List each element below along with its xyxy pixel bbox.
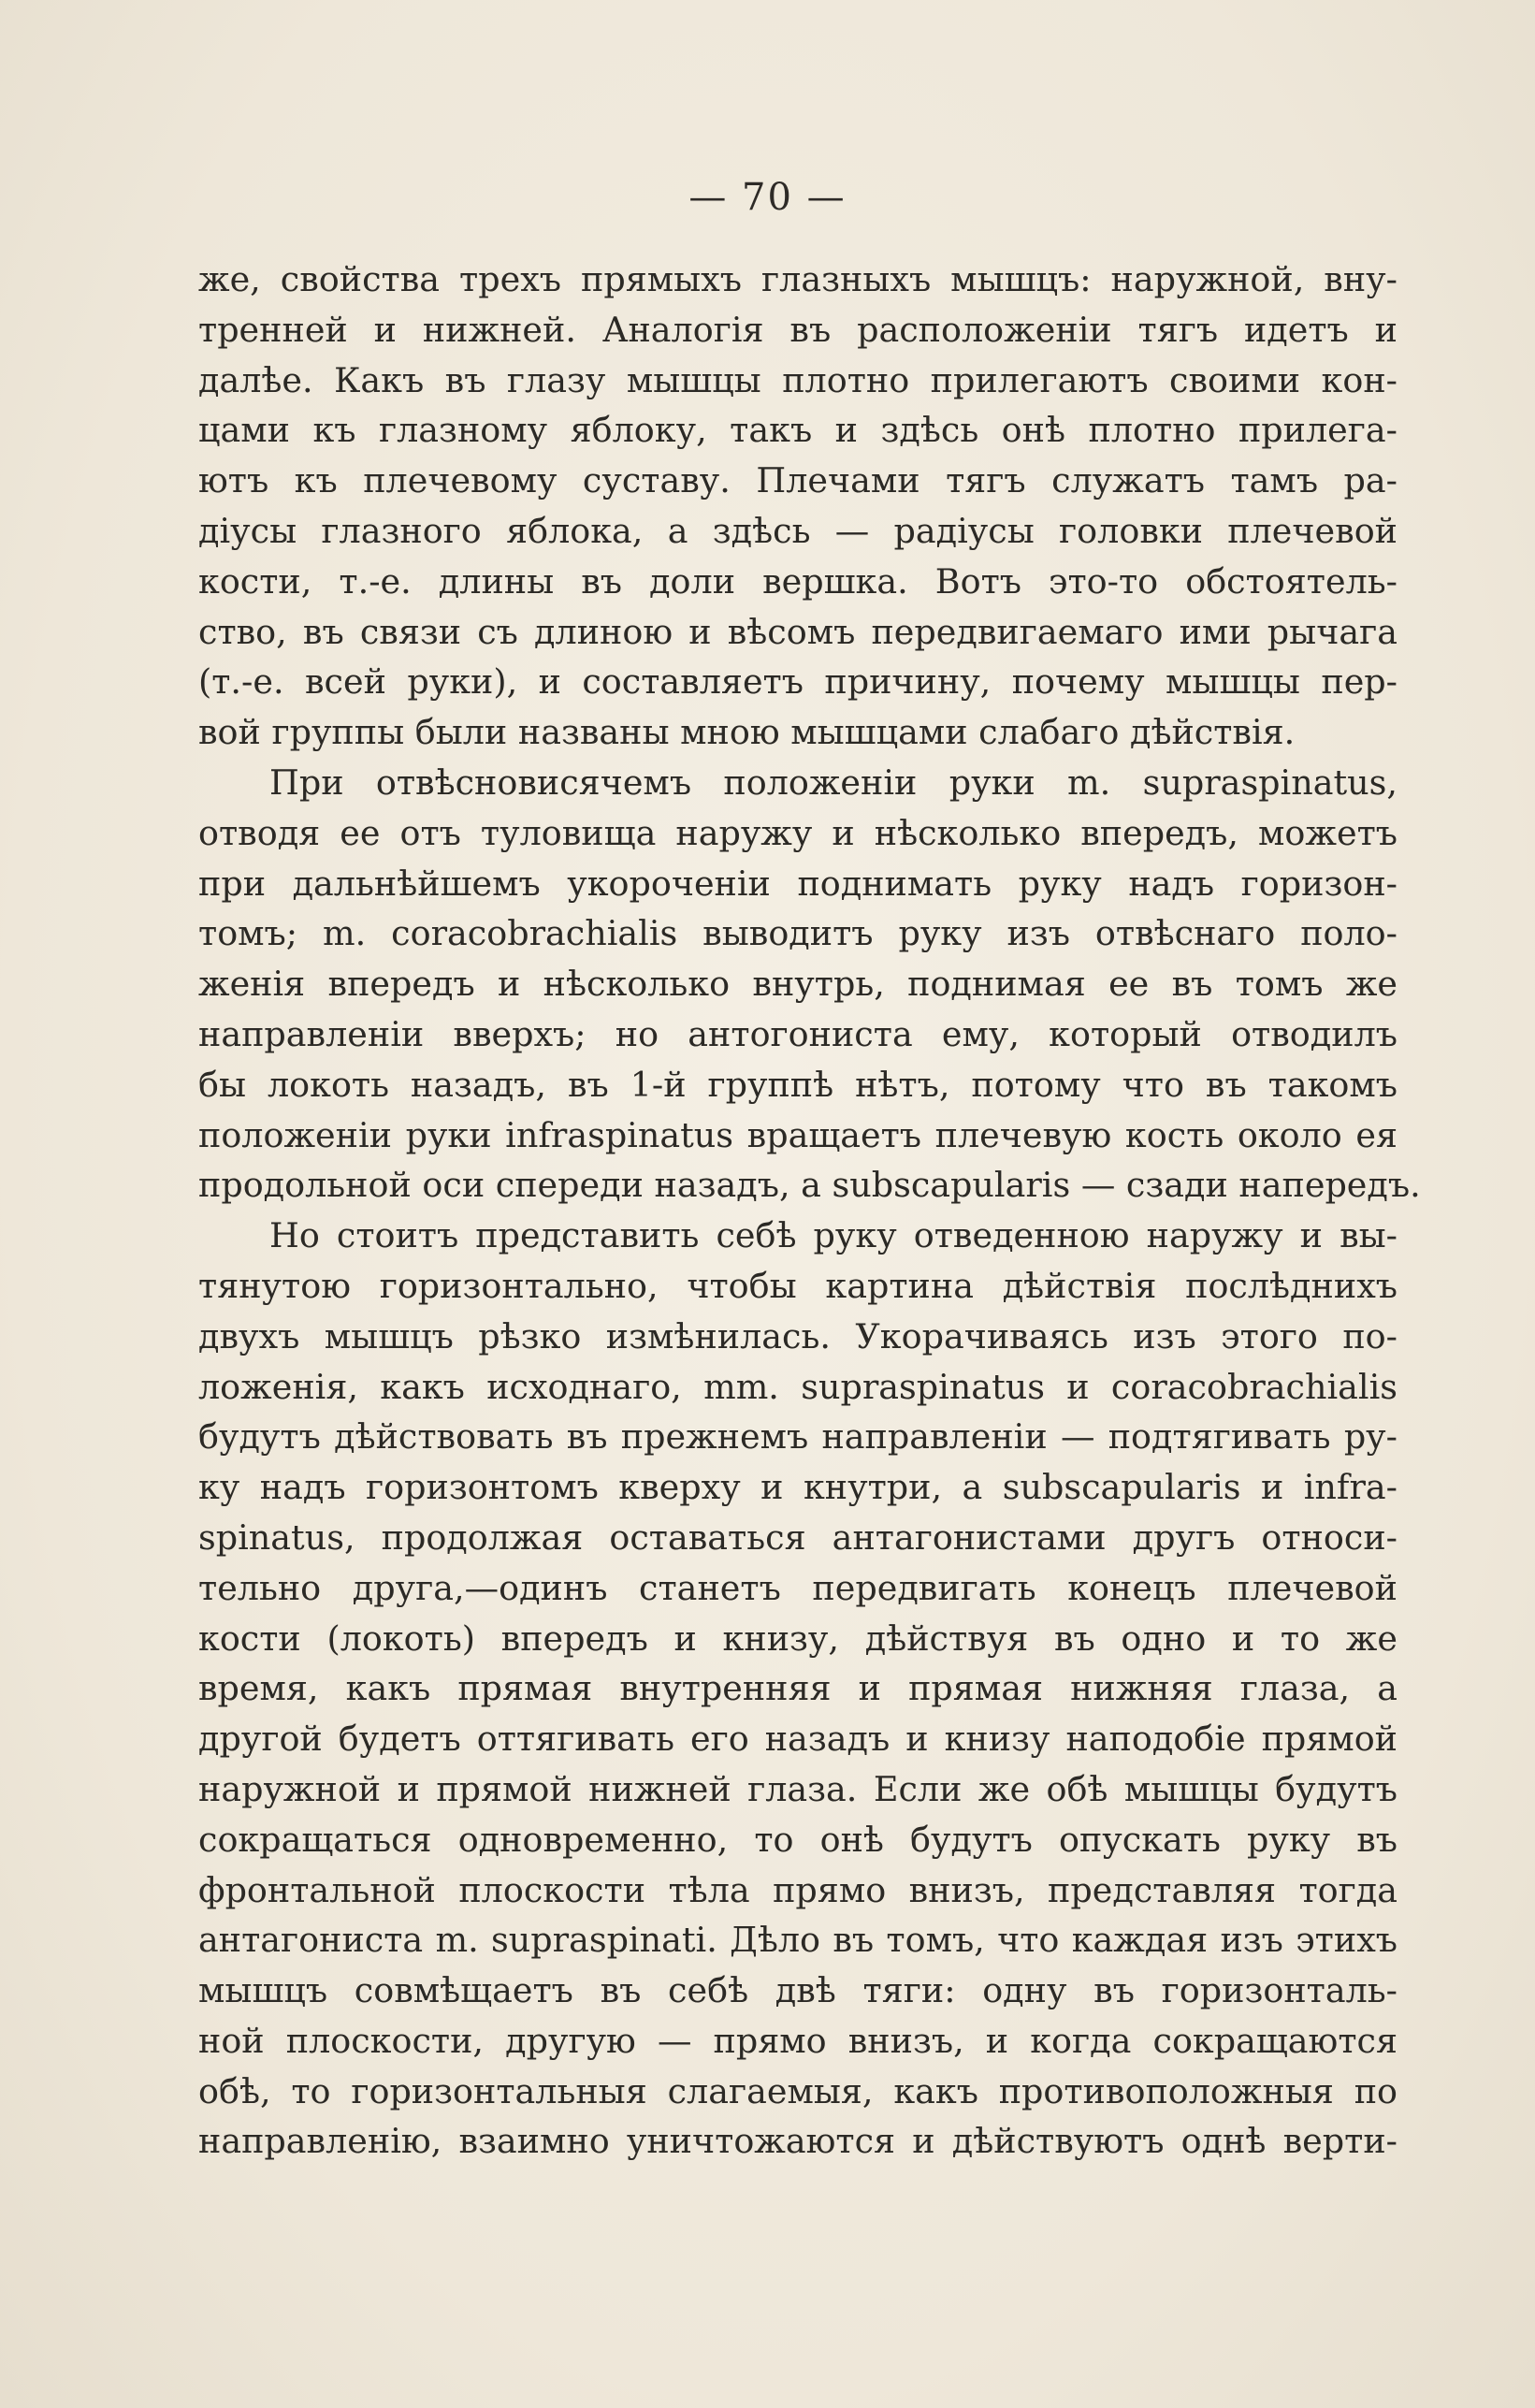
text-line: ство, въ связи съ длиною и вѣсомъ передвигаемаго ими рычага — [198, 611, 1397, 652]
text-line: діусы глазного яблока, а здѣсь — радіусы головки плечевой — [198, 510, 1397, 551]
text-line: направленію, взаимно уничтожаются и дѣйствуютъ однѣ верти- — [198, 2121, 1397, 2162]
text-line: отводя ее отъ туловища наружу и нѣсколько впередъ, можетъ — [198, 812, 1397, 853]
text-line: антагониста m. supraspinati. Дѣло въ томъ, что каждая изъ этихъ — [198, 1920, 1397, 1961]
paragraph-1 — [198, 254, 1397, 758]
text-line: (т.-е. всей руки), и составляетъ причину, почему мышцы пер- — [198, 661, 1397, 703]
text-line: направленіи вверхъ; но антогониста ему, который отводилъ — [198, 1013, 1397, 1054]
text-line: же, свойства трехъ прямыхъ глазныхъ мышцъ: наружной, вну- — [198, 259, 1397, 299]
text-line: ложенія, какъ исходнаго, mm. supraspinatus и coracobrachialis — [198, 1366, 1397, 1407]
text-line: при дальнѣйшемъ укороченіи поднимать руку надъ горизон- — [198, 863, 1397, 904]
text-line: сокращаться одновременно, то онѣ будутъ опускать руку въ — [198, 1819, 1397, 1860]
text-line: При отвѣсновисячемъ положеніи руки m. supraspinatus, — [269, 762, 1397, 803]
text-line: ной плоскости, другую — прямо внизъ, и когда сокращаются — [198, 2020, 1397, 2061]
paragraph-3 — [198, 1211, 1397, 2167]
text-line: кости, т.-е. длины въ доли вершка. Вотъ это-то обстоятель- — [198, 560, 1397, 602]
text-line: тельно друга,—одинъ станетъ передвигать конецъ плечевой — [198, 1567, 1397, 1608]
text-line: Но стоитъ представить себѣ руку отведенною наружу и вы- — [269, 1215, 1397, 1256]
text-line: тянутою горизонтально, чтобы картина дѣйствія послѣднихъ — [198, 1265, 1397, 1306]
text-line: томъ; m. coracobrachialis выводитъ руку изъ отвѣснаго поло- — [198, 913, 1397, 954]
text-line: ютъ къ плечевому суставу. Плечами тягъ служатъ тамъ ра- — [198, 460, 1397, 501]
text-line: фронтальной плоскости тѣла прямо внизъ, представляя тогда — [198, 1869, 1397, 1910]
text-line: положеніи руки infraspinatus вращаетъ плечевую кость около ея — [198, 1114, 1397, 1155]
text-line: продольной оси спереди назадъ, а subscapularis — сзади напередъ. — [198, 1165, 1421, 1206]
text-line: другой будетъ оттягивать его назадъ и книзу наподобіе прямой — [198, 1719, 1397, 1760]
paragraph-2 — [198, 758, 1421, 1211]
text-line: ку надъ горизонтомъ кверху и кнутри, а subscapularis и infra- — [198, 1467, 1397, 1508]
text-line: время, какъ прямая внутренняя и прямая нижняя глаза, а — [198, 1668, 1397, 1709]
text-line: двухъ мышцъ рѣзко измѣнилась. Укорачиваясь изъ этого по- — [198, 1315, 1397, 1356]
text-line: женія впередъ и нѣсколько внутрь, поднимая ее въ томъ же — [198, 964, 1397, 1005]
text-line: бы локоть назадъ, въ 1-й группѣ нѣтъ, потому что въ такомъ — [198, 1064, 1397, 1105]
text-line: тренней и нижней. Аналогія въ расположеніи тягъ идетъ и — [198, 309, 1397, 350]
text-line: мышцъ совмѣщаетъ въ себѣ двѣ тяги: одну въ горизонталь- — [198, 1970, 1397, 2011]
page-number: — 70 — — [688, 176, 847, 219]
text-line: вой группы были названы мною мышцами слабаго дѣйствія. — [198, 712, 1296, 753]
text-line: обѣ, то горизонтальныя слагаемыя, какъ противоположныя по — [198, 2070, 1397, 2111]
text-line: spinatus, продолжая оставаться антагонистами другъ относи- — [198, 1516, 1397, 1558]
text-line: цами къ глазному яблоку, такъ и здѣсь онѣ плотно прилега- — [198, 410, 1397, 451]
body-text — [198, 254, 1421, 2167]
text-line: кости (локоть) впередъ и книзу, дѣйствуя въ одно и то же — [198, 1617, 1397, 1659]
text-line: наружной и прямой нижней глаза. Если же обѣ мышцы будутъ — [198, 1768, 1397, 1809]
text-line: далѣе. Какъ въ глазу мышцы плотно прилегаютъ своими кон- — [198, 359, 1397, 400]
text-line: будутъ дѣйствовать въ прежнемъ направленіи — подтягивать ру- — [198, 1416, 1397, 1458]
